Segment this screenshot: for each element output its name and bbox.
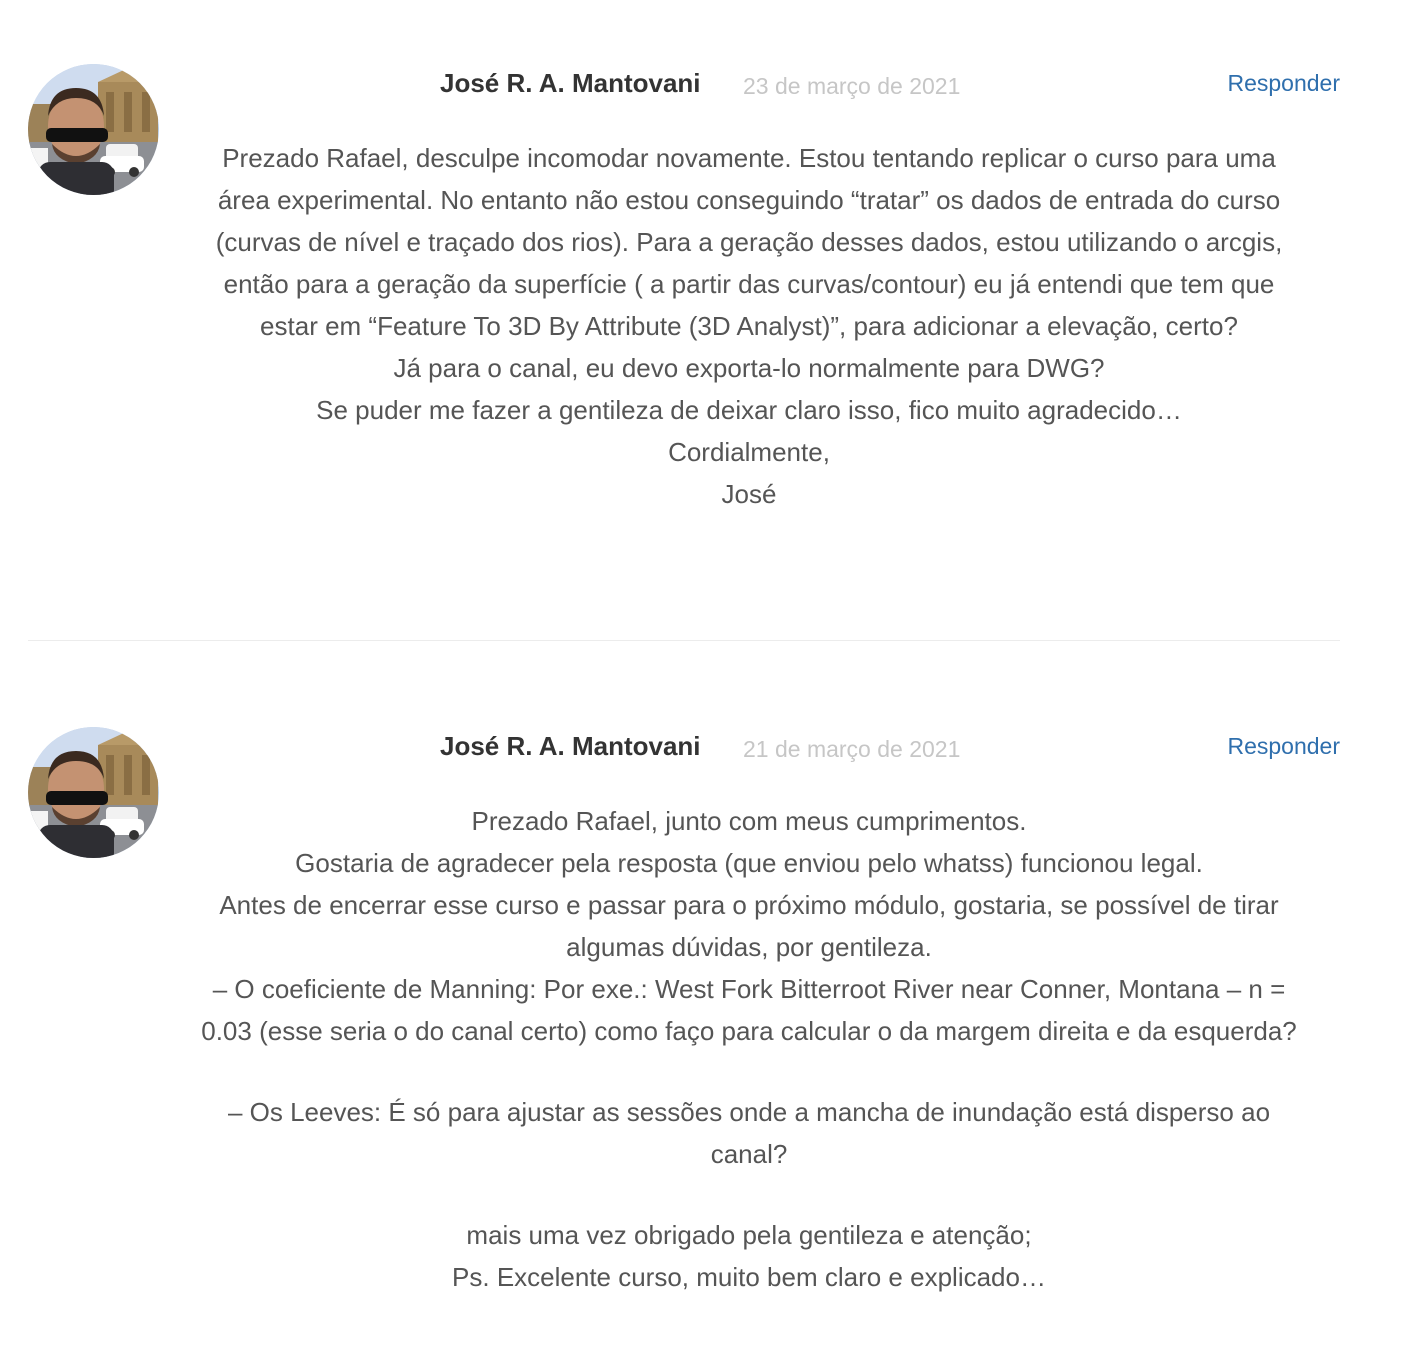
comment-paragraph: Já para o canal, eu devo exporta-lo normalmente para DWG? xyxy=(393,353,1105,383)
comment-paragraph: Cordialmente, xyxy=(668,437,830,467)
comment-paragraph: – O coeficiente de Manning: Por exe.: West Fork Bitterroot River near Conner, Montana – n = 0.03 (esse seria o do canal certo) como faço para calcular o da margem direita e da esquerda? xyxy=(201,974,1297,1046)
comment-header xyxy=(28,727,1340,771)
comment-paragraph: José xyxy=(721,479,777,509)
comment-divider xyxy=(28,640,1340,641)
comment-author: José R. A. Mantovani xyxy=(440,68,701,98)
comment-paragraph: Prezado Rafael, desculpe incomodar novamente. Estou tentando replicar o curso para uma área experimental. No entanto não estou conseguindo “tratar” os dados de entrada do curso (curvas de nível e traçado dos rios). Para a geração desses dados, estou utilizando o arcgis, então para a geração da superfície ( a partir das curvas/contour) eu já entendi que tem que estar em “Feature To 3D By Attribute (3D Analyst)”, para adicionar a elevação, certo? xyxy=(215,143,1283,341)
comment-author: José R. A. Mantovani xyxy=(440,731,701,761)
reply-button[interactable]: Responder xyxy=(1227,70,1340,96)
comment-body xyxy=(200,800,1298,1298)
comment-paragraph: – Os Leeves: É só para ajustar as sessões onde a mancha de inundação está disperso ao canal? xyxy=(227,1097,1271,1169)
comment-date: 21 de março de 2021 xyxy=(743,736,961,762)
comment-paragraph: Prezado Rafael, junto com meus cumprimentos. xyxy=(471,806,1027,836)
comment-header xyxy=(28,64,1340,108)
comment-paragraph: Se puder me fazer a gentileza de deixar claro isso, fico muito agradecido… xyxy=(316,395,1182,425)
comment-body xyxy=(200,137,1298,515)
comment-paragraph: Gostaria de agradecer pela resposta (que enviou pelo whatss) funcionou legal. xyxy=(295,848,1203,878)
comment-date: 23 de março de 2021 xyxy=(743,73,961,99)
reply-button[interactable]: Responder xyxy=(1227,733,1340,759)
comment-paragraph: mais uma vez obrigado pela gentileza e atenção; xyxy=(466,1220,1032,1250)
comment-paragraph: Antes de encerrar esse curso e passar para o próximo módulo, gostaria, se possível de tirar algumas dúvidas, por gentileza. xyxy=(219,890,1279,962)
comment-paragraph: Ps. Excelente curso, muito bem claro e explicado… xyxy=(452,1262,1046,1292)
